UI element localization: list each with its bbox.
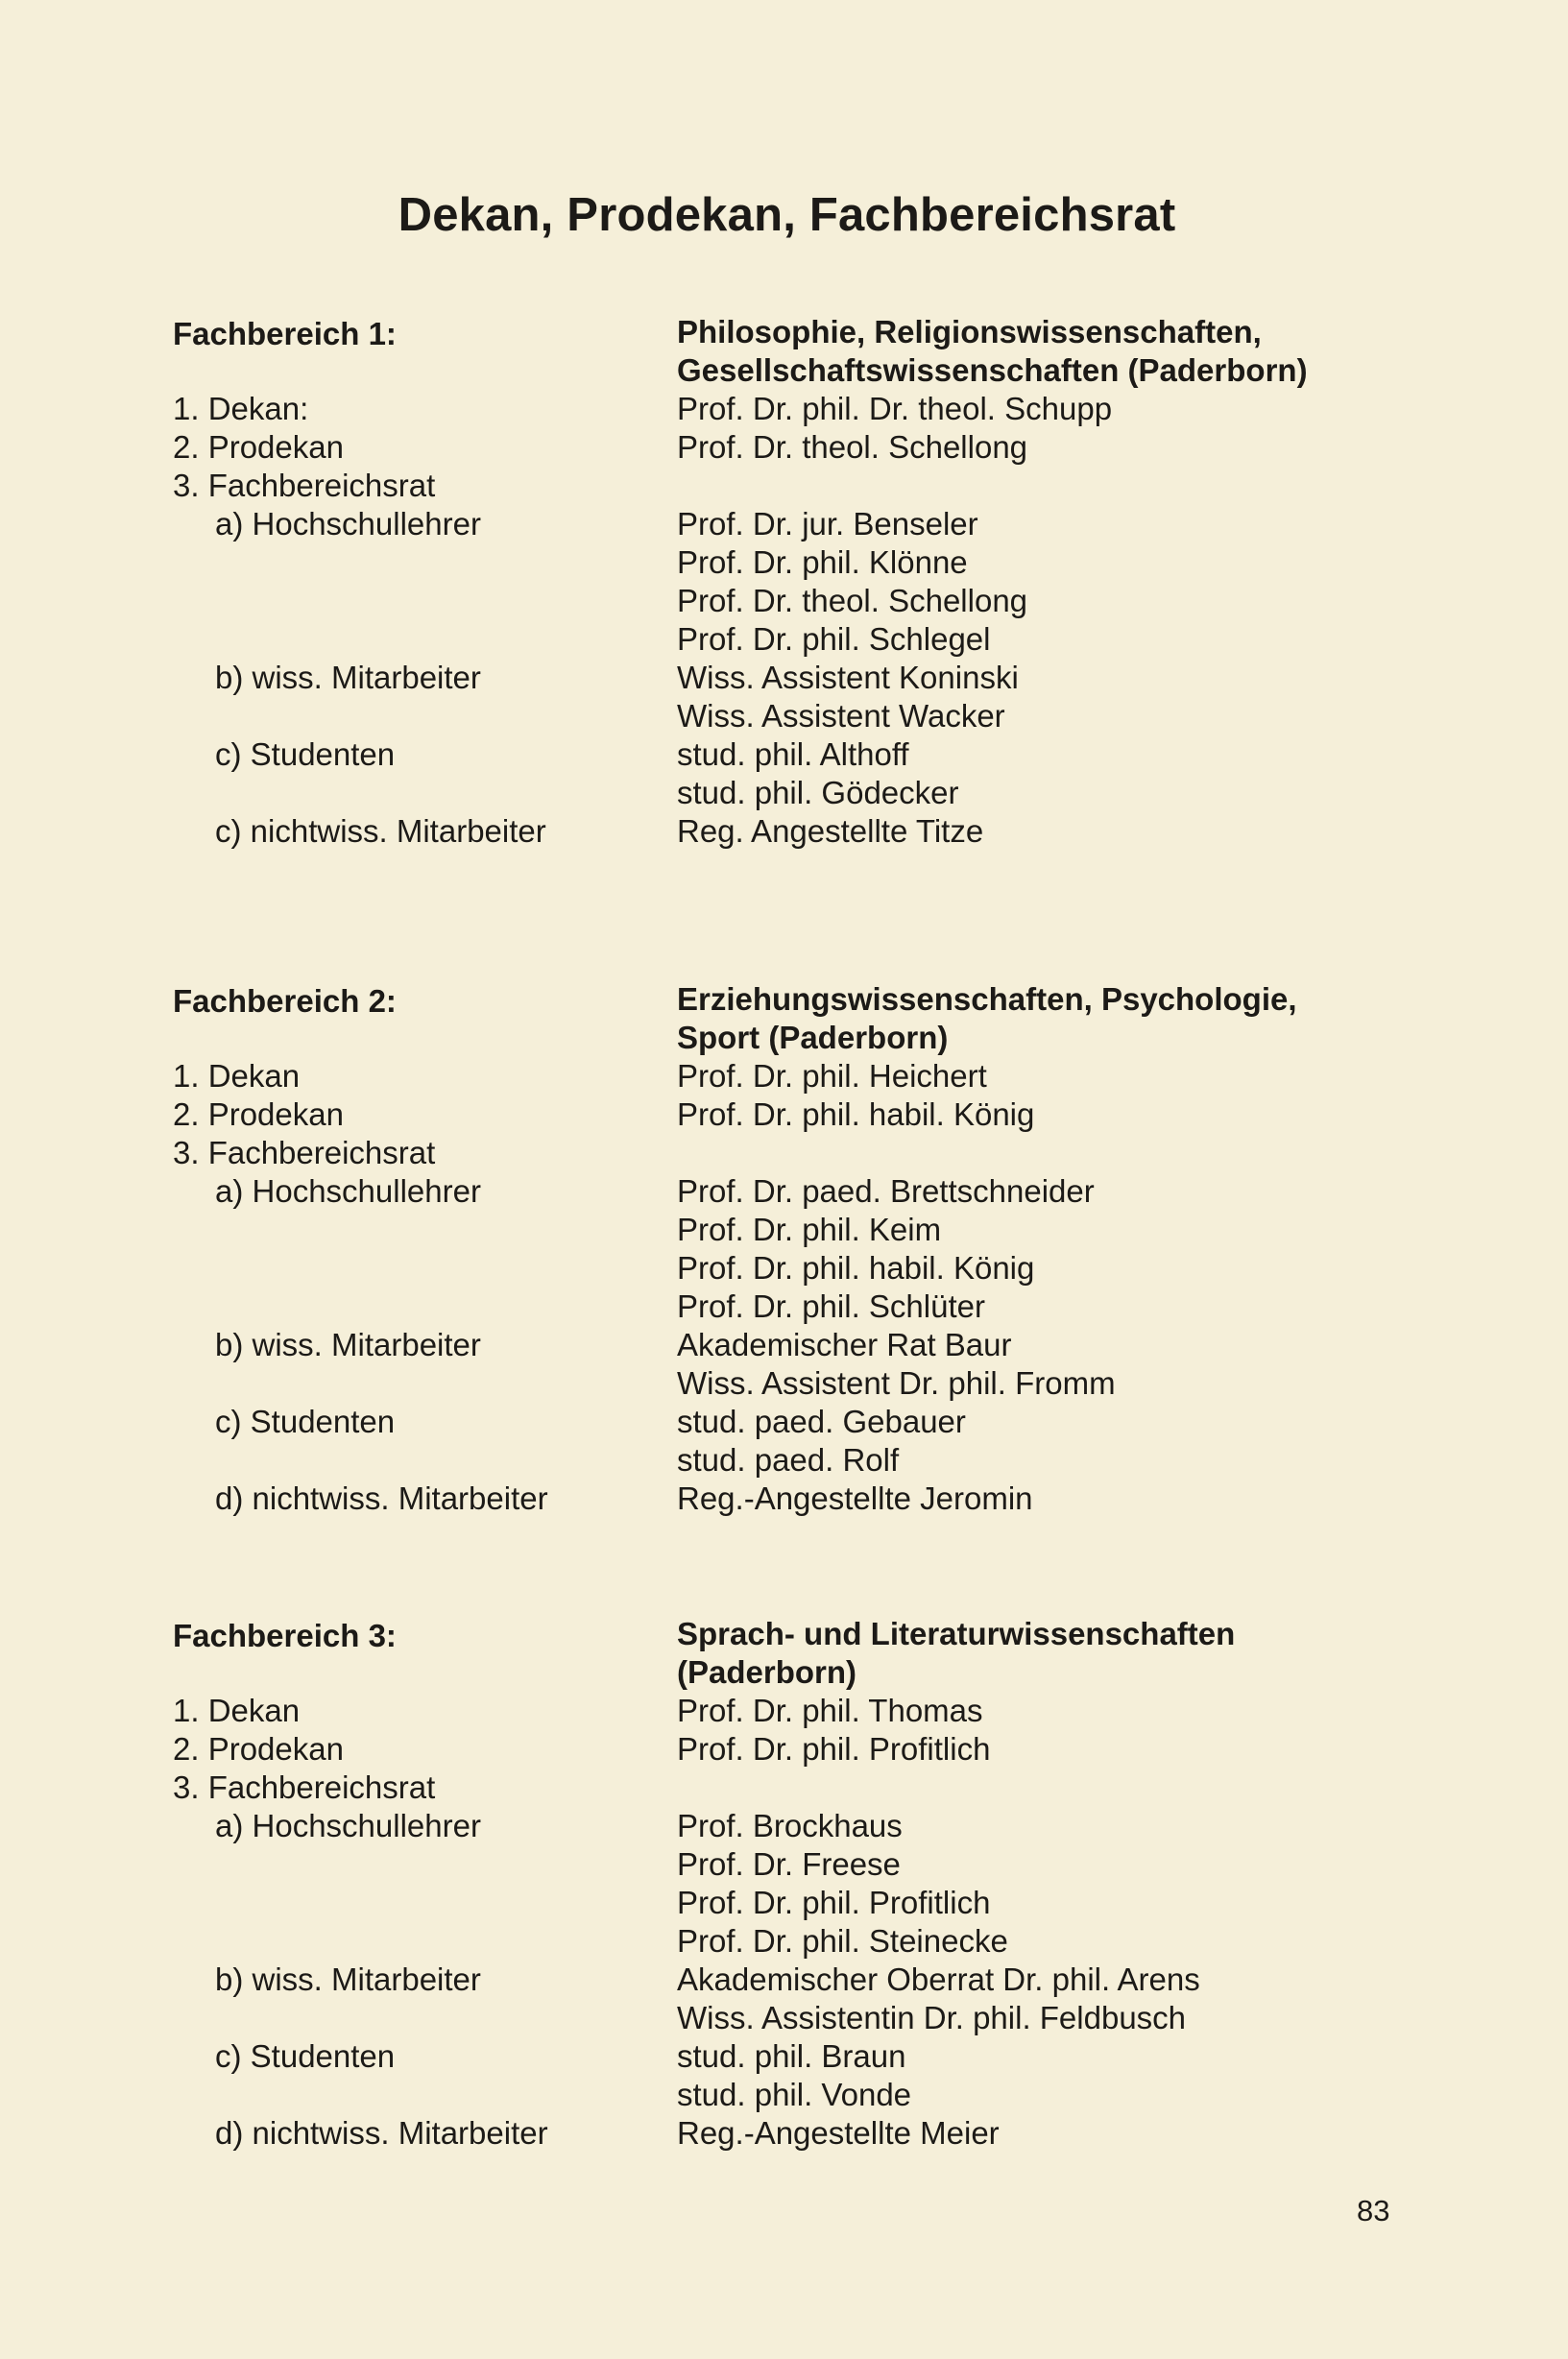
prodekan-label: 2. Prodekan <box>173 429 344 465</box>
fachbereichsrat-label: 3. Fachbereichsrat <box>173 1769 436 1805</box>
member-name: stud. paed. Gebauer <box>677 1404 966 1439</box>
dekan-name: Prof. Dr. phil. Dr. theol. Schupp <box>677 391 1113 426</box>
member-name: stud. phil. Braun <box>677 2038 906 2074</box>
member-name: Prof. Dr. phil. Steinecke <box>677 1923 1008 1959</box>
member-name: Reg.-Angestellte Meier <box>677 2115 1000 2151</box>
member-name: Wiss. Assistent Wacker <box>677 698 1005 734</box>
prodekan-name: Prof. Dr. phil. Profitlich <box>677 1731 991 1767</box>
member-name: Prof. Dr. phil. Profitlich <box>677 1885 991 1920</box>
section-heading: Fachbereich 2: <box>173 983 397 1019</box>
prodekan-label: 2. Prodekan <box>173 1731 344 1767</box>
subject-line: Erziehungswissenschaften, Psychologie, <box>677 981 1297 1017</box>
member-name: Prof. Dr. jur. Benseler <box>677 506 978 542</box>
section-heading: Fachbereich 3: <box>173 1618 397 1653</box>
subject-line: Sprach- und Literaturwissenschaften <box>677 1616 1236 1651</box>
member-name: Prof. Dr. phil. Klönne <box>677 544 968 580</box>
dekan-name: Prof. Dr. phil. Heichert <box>677 1058 987 1094</box>
page-number: 83 <box>1357 2194 1390 2227</box>
member-name: Prof. Dr. theol. Schellong <box>677 583 1028 618</box>
dekan-label: 1. Dekan <box>173 1693 301 1728</box>
group-label: b) wiss. Mitarbeiter <box>215 660 481 695</box>
member-name: Prof. Dr. phil. Keim <box>677 1212 942 1247</box>
member-name: Akademischer Oberrat Dr. phil. Arens <box>677 1962 1200 1997</box>
member-name: stud. phil. Vonde <box>677 2077 912 2112</box>
member-name: stud. phil. Althoff <box>677 736 909 772</box>
prodekan-label: 2. Prodekan <box>173 1096 344 1132</box>
group-label: c) Studenten <box>215 736 396 772</box>
prodekan-name: Prof. Dr. phil. habil. König <box>677 1096 1035 1132</box>
dekan-name: Prof. Dr. phil. Thomas <box>677 1693 983 1728</box>
subject-line: Philosophie, Religionswissenschaften, <box>677 314 1262 349</box>
member-name: Wiss. Assistent Koninski <box>677 660 1019 695</box>
group-label: a) Hochschullehrer <box>215 1808 481 1843</box>
dekan-label: 1. Dekan <box>173 1058 301 1094</box>
group-label: c) Studenten <box>215 1404 396 1439</box>
group-label: d) nichtwiss. Mitarbeiter <box>215 1480 548 1516</box>
group-label: c) Studenten <box>215 2038 396 2074</box>
member-name: Reg. Angestellte Titze <box>677 813 984 849</box>
member-name: Prof. Brockhaus <box>677 1808 903 1843</box>
member-name: Prof. Dr. phil. Schlüter <box>677 1288 985 1324</box>
prodekan-name: Prof. Dr. theol. Schellong <box>677 429 1028 465</box>
member-name: stud. phil. Gödecker <box>677 775 959 810</box>
fachbereichsrat-label: 3. Fachbereichsrat <box>173 468 436 503</box>
page-title: Dekan, Prodekan, Fachbereichsrat <box>398 189 1176 241</box>
member-name: Reg.-Angestellte Jeromin <box>677 1480 1033 1516</box>
group-label: a) Hochschullehrer <box>215 506 481 542</box>
dekan-label: 1. Dekan: <box>173 391 309 426</box>
member-name: Prof. Dr. paed. Brettschneider <box>677 1173 1095 1209</box>
group-label: d) nichtwiss. Mitarbeiter <box>215 2115 548 2151</box>
member-name: Prof. Dr. Freese <box>677 1846 901 1882</box>
member-name: Wiss. Assistent Dr. phil. Fromm <box>677 1365 1116 1401</box>
member-name: Akademischer Rat Baur <box>677 1327 1012 1362</box>
member-name: Prof. Dr. phil. habil. König <box>677 1250 1035 1286</box>
group-label: c) nichtwiss. Mitarbeiter <box>215 813 546 849</box>
member-name: Wiss. Assistentin Dr. phil. Feldbusch <box>677 2000 1187 2035</box>
member-name: Prof. Dr. phil. Schlegel <box>677 621 991 657</box>
section-heading: Fachbereich 1: <box>173 316 397 351</box>
group-label: b) wiss. Mitarbeiter <box>215 1327 481 1362</box>
fachbereichsrat-label: 3. Fachbereichsrat <box>173 1135 436 1170</box>
member-name: stud. paed. Rolf <box>677 1442 900 1478</box>
subject-line: (Paderborn) <box>677 1654 857 1690</box>
subject-line: Gesellschaftswissenschaften (Paderborn) <box>677 352 1308 388</box>
group-label: a) Hochschullehrer <box>215 1173 481 1209</box>
group-label: b) wiss. Mitarbeiter <box>215 1962 481 1997</box>
subject-line: Sport (Paderborn) <box>677 1020 949 1055</box>
